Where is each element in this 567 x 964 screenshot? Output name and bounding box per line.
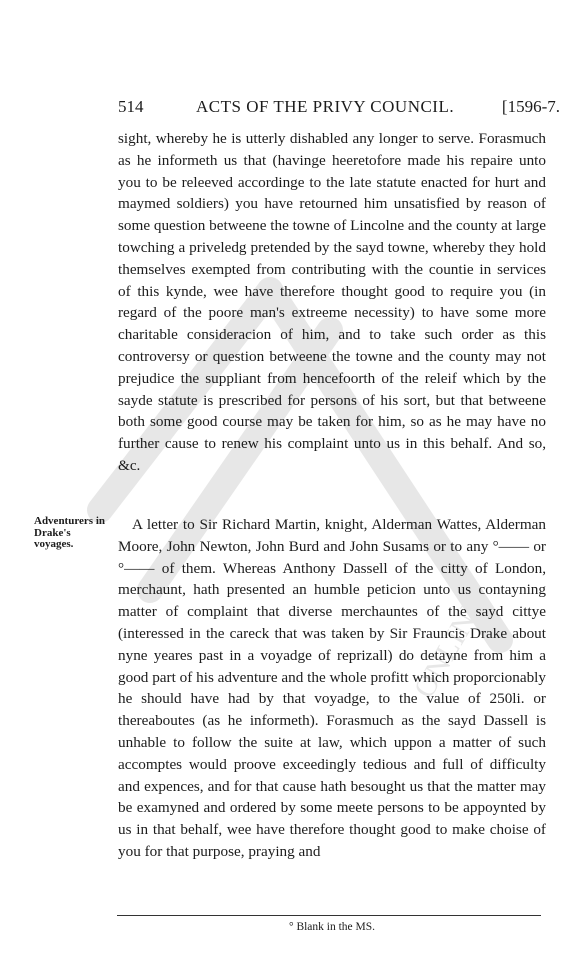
page-header <box>118 97 564 121</box>
footnote: ° Blank in the MS. <box>288 921 376 933</box>
page-number: 514 <box>118 97 144 116</box>
footnote-rule <box>117 915 541 916</box>
paragraph-continued: sight, whereby he is utterly dishabled any longer to serve. Forasmuch as he informeth us that (havinge heeretofore made his repaire unto you to be releeved accordinge to the late statute enacted for hurt and maymed soldiers) you have retourned him unsatisfied by reason of some question betweene the towne of Lincolne and the county at large towching a priveledg pretended by the sayd towne, whereby they hold themselves exempted from contributing with the countie in services of this kynde, wee have therefore thought good to require you (in regard of the poore man's extreeme necessity) to have some more charitable consideracion of him, and to take such order as this controversy or question betweene the towne and the county may not prejudice the suppliant from hencefoorth of the releif which by the sayde statute is prescribed for persons of his sort, but that betweene both some good course may be taken for him, so as he may have no further cause to renew his complaint unto us in this behalf. And so, &c. <box>118 130 546 474</box>
running-title: ACTS OF THE PRIVY COUNCIL. <box>196 97 455 116</box>
marginal-note: Adventurers in Drake's voyages. <box>34 515 105 550</box>
paragraph-letter: A letter to Sir Richard Martin, knight, Alderman Wattes, Alderman Moore, John Newton, John Burd and John Susams or to any °—— or °—— of them. Whereas Anthony Dassell of the citty of London, merchaunt, hath presented an humble peticion unto us contayning matter of complaint that diverse merchauntes of the sayd cittye (interessed in the careck that was taken by Sir Frauncis Drake about nyne yeares past in a voyadge of reprizall) do detayne from him a good part of his adventure and the whole profitt which proporcionably he should have had by that voyadge, to the value of 250li. or thereaboutes (as he informeth). Forasmuch as the sayd Dassell is unhable to follow the suite at law, which uppon a matter of such accomptes would proove exceedingly tedious and full of difficulty and expences, and for that cause hath besought us that the matter may be examyned and ordered by some meete persons to be appoynted by us in that behalf, wee have therefore thought good to make choise of you for that purpose, praying and <box>118 516 546 860</box>
year-range: [1596-7. <box>501 97 560 116</box>
watermark-text: ONLINE <box>407 590 492 704</box>
